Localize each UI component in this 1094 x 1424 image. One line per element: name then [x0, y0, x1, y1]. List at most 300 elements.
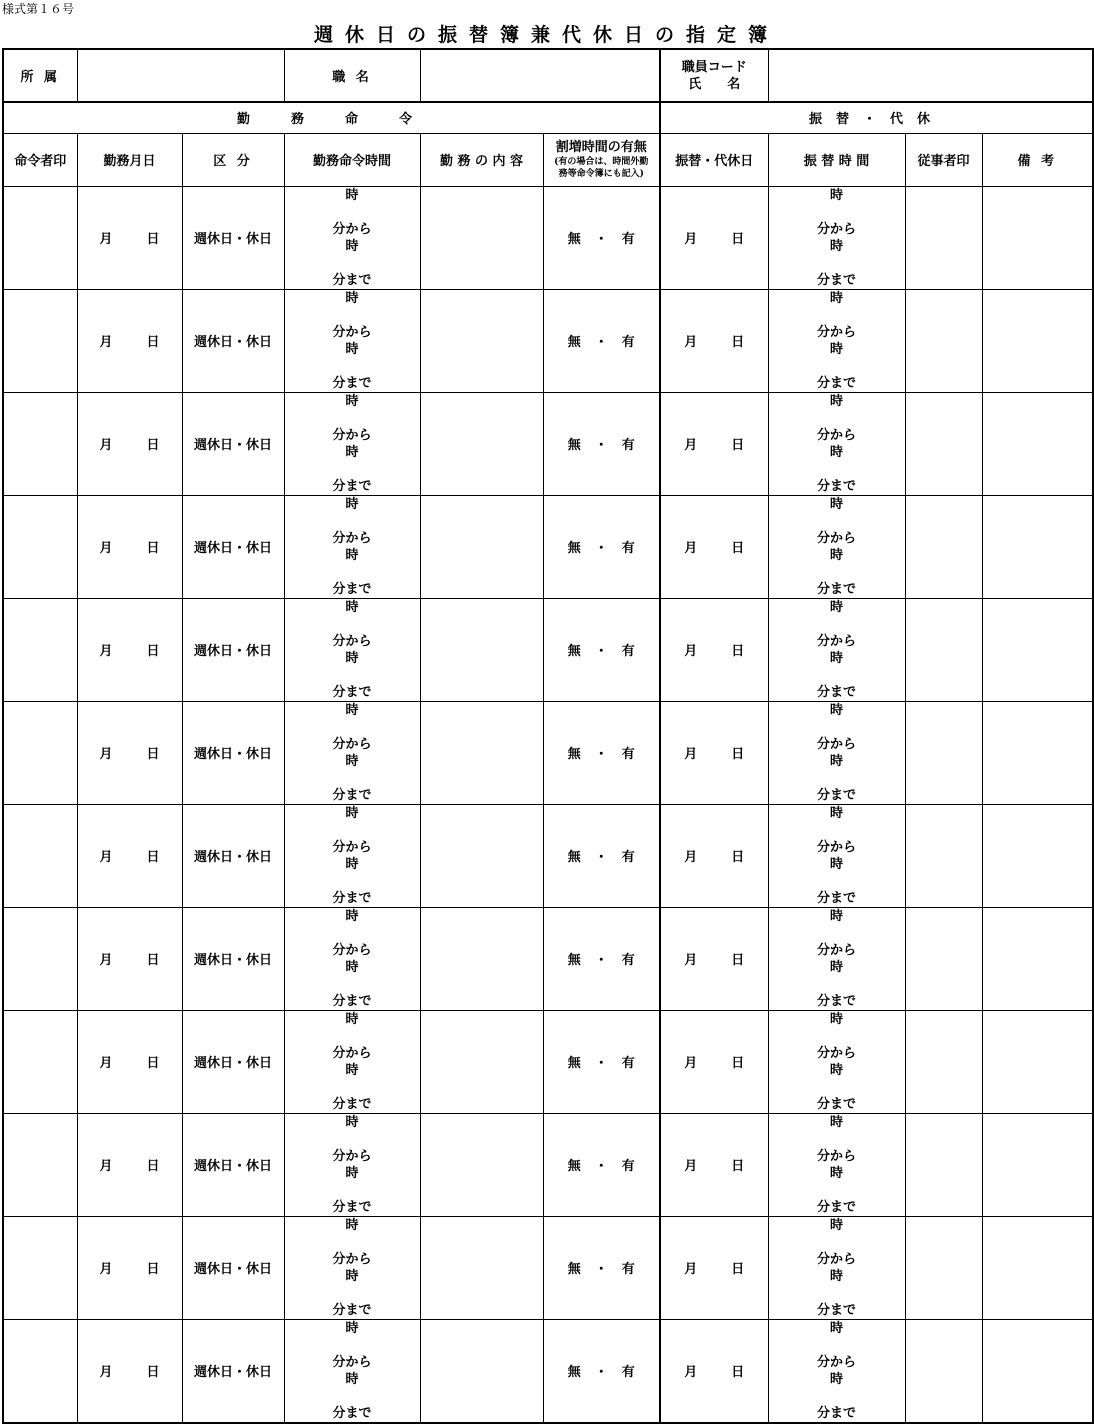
worker-seal-cell[interactable]: [905, 1113, 982, 1216]
until-label: 分まで: [332, 993, 372, 1009]
yes-option: 有: [621, 850, 635, 865]
hour-label: 時: [829, 1268, 843, 1284]
col-orderer-seal: 命令者印: [3, 133, 77, 186]
overtime-cell[interactable]: [543, 1216, 660, 1319]
none-option: 無: [567, 438, 581, 453]
overtime-cell[interactable]: [543, 804, 660, 907]
hour-label: 時: [345, 496, 359, 512]
hour-label: 時: [345, 290, 359, 306]
from-label: 分から: [816, 530, 856, 546]
table-row: [3, 907, 1093, 1010]
register-table: [2, 48, 1094, 1424]
work-date-cell[interactable]: [77, 1010, 182, 1113]
none-option: 無: [567, 335, 581, 350]
hour-label: 時: [829, 805, 843, 821]
transfer-time-cell[interactable]: [768, 392, 905, 495]
col-category: 区 分: [182, 133, 284, 186]
until-label: 分まで: [332, 1199, 372, 1215]
work-content-cell[interactable]: [420, 1216, 543, 1319]
col-work-date: 勤務月日: [77, 133, 182, 186]
until-label: 分まで: [332, 581, 372, 597]
work-content-cell[interactable]: [420, 701, 543, 804]
month-label: 月: [99, 232, 113, 247]
transfer-time-cell[interactable]: [768, 289, 905, 392]
month-label: 月: [99, 1262, 113, 1277]
month-label: 月: [99, 850, 113, 865]
yes-option: 有: [621, 1159, 635, 1174]
until-label: 分まで: [332, 1405, 372, 1421]
transfer-day-cell[interactable]: [660, 598, 768, 701]
until-label: 分まで: [816, 787, 856, 803]
hour-label: 時: [829, 959, 843, 975]
yes-option: 有: [621, 1056, 635, 1071]
separator-dot: ・: [594, 1159, 608, 1174]
hour-label: 時: [829, 238, 843, 254]
orderer-seal-cell[interactable]: [3, 804, 77, 907]
yes-option: 有: [621, 541, 635, 556]
from-label: 分から: [816, 221, 856, 237]
transfer-day-cell[interactable]: [660, 1010, 768, 1113]
order-time-cell[interactable]: [284, 495, 420, 598]
order-time-cell[interactable]: [284, 1113, 420, 1216]
transfer-time-cell[interactable]: [768, 598, 905, 701]
until-label: 分まで: [332, 684, 372, 700]
overtime-cell[interactable]: [543, 907, 660, 1010]
from-label: 分から: [332, 1354, 372, 1370]
hour-label: 時: [345, 599, 359, 615]
overtime-cell[interactable]: [543, 598, 660, 701]
transfer-day-cell[interactable]: [660, 907, 768, 1010]
category-cell: 週休日・休日: [182, 289, 284, 392]
yes-option: 有: [621, 232, 635, 247]
table-row: [3, 1010, 1093, 1113]
category-cell: 週休日・休日: [182, 1010, 284, 1113]
remarks-cell[interactable]: [982, 1010, 1093, 1113]
day-label: 日: [146, 438, 160, 453]
hour-label: 時: [345, 702, 359, 718]
transfer-day-cell[interactable]: [660, 495, 768, 598]
hour-label: 時: [829, 856, 843, 872]
transfer-time-cell[interactable]: [768, 701, 905, 804]
col-work-content: 勤 務 の 内 容: [420, 133, 543, 186]
separator-dot: ・: [594, 541, 608, 556]
transfer-time-cell[interactable]: [768, 804, 905, 907]
month-label: 月: [99, 335, 113, 350]
from-label: 分から: [816, 1354, 856, 1370]
category-cell: 週休日・休日: [182, 392, 284, 495]
hour-label: 時: [829, 1165, 843, 1181]
from-label: 分から: [816, 324, 856, 340]
overtime-cell[interactable]: [543, 289, 660, 392]
transfer-day-cell[interactable]: [660, 701, 768, 804]
work-content-cell[interactable]: [420, 186, 543, 289]
none-option: 無: [567, 850, 581, 865]
month-label: 月: [99, 953, 113, 968]
none-option: 無: [567, 644, 581, 659]
work-date-cell[interactable]: [77, 289, 182, 392]
day-label: 日: [146, 850, 160, 865]
transfer-day-cell[interactable]: [660, 186, 768, 289]
form-number: 様式第１６号: [2, 2, 75, 16]
separator-dot: ・: [594, 953, 608, 968]
work-content-cell[interactable]: [420, 495, 543, 598]
hour-label: 時: [345, 187, 359, 203]
transfer-time-cell[interactable]: [768, 1319, 905, 1423]
hour-label: 時: [829, 1062, 843, 1078]
job-title-label: 職 名: [284, 49, 420, 102]
until-label: 分まで: [816, 581, 856, 597]
from-label: 分から: [332, 736, 372, 752]
category-cell: 週休日・休日: [182, 1113, 284, 1216]
work-content-cell[interactable]: [420, 1319, 543, 1423]
overtime-cell[interactable]: [543, 495, 660, 598]
remarks-cell[interactable]: [982, 186, 1093, 289]
month-label: 月: [99, 1159, 113, 1174]
separator-dot: ・: [594, 1365, 608, 1380]
work-content-cell[interactable]: [420, 289, 543, 392]
day-label: 日: [731, 1365, 745, 1380]
col-overtime: [543, 133, 660, 186]
work-content-cell[interactable]: [420, 598, 543, 701]
from-label: 分から: [816, 427, 856, 443]
transfer-day-cell[interactable]: [660, 392, 768, 495]
day-label: 日: [146, 1159, 160, 1174]
until-label: 分まで: [816, 890, 856, 906]
until-label: 分まで: [816, 478, 856, 494]
worker-seal-cell[interactable]: [905, 289, 982, 392]
transfer-section: 振替・代休: [660, 102, 1093, 133]
hour-label: 時: [345, 856, 359, 872]
work-date-cell[interactable]: [77, 1319, 182, 1423]
from-label: 分から: [332, 427, 372, 443]
day-label: 日: [731, 335, 745, 350]
remarks-cell[interactable]: [982, 598, 1093, 701]
job-title-field[interactable]: [420, 49, 660, 102]
month-label: 月: [99, 541, 113, 556]
overtime-cell[interactable]: [543, 392, 660, 495]
work-content-cell[interactable]: [420, 804, 543, 907]
until-label: 分まで: [816, 1302, 856, 1318]
hour-label: 時: [829, 650, 843, 666]
from-label: 分から: [816, 942, 856, 958]
hour-label: 時: [345, 393, 359, 409]
month-label: 月: [684, 850, 698, 865]
work-date-cell[interactable]: [77, 392, 182, 495]
hour-label: 時: [345, 1320, 359, 1336]
work-date-cell[interactable]: [77, 186, 182, 289]
overtime-cell[interactable]: [543, 1319, 660, 1423]
overtime-cell[interactable]: [543, 186, 660, 289]
hour-label: 時: [345, 444, 359, 460]
separator-dot: ・: [594, 1262, 608, 1277]
from-label: 分から: [332, 530, 372, 546]
orderer-seal-cell[interactable]: [3, 392, 77, 495]
order-time-cell[interactable]: [284, 289, 420, 392]
none-option: 無: [567, 1262, 581, 1277]
hour-label: 時: [829, 1217, 843, 1233]
orderer-seal-cell[interactable]: [3, 1113, 77, 1216]
hour-label: 時: [829, 393, 843, 409]
work-content-cell[interactable]: [420, 1010, 543, 1113]
work-date-cell[interactable]: [77, 701, 182, 804]
from-label: 分から: [816, 1148, 856, 1164]
hour-label: 時: [829, 444, 843, 460]
from-label: 分から: [332, 942, 372, 958]
hour-label: 時: [829, 187, 843, 203]
worker-seal-cell[interactable]: [905, 186, 982, 289]
work-date-cell[interactable]: [77, 907, 182, 1010]
col-overtime-note-1: (有の場合は、時間外勤: [554, 156, 649, 167]
worker-seal-cell[interactable]: [905, 1010, 982, 1113]
work-date-cell[interactable]: [77, 804, 182, 907]
until-label: 分まで: [332, 1096, 372, 1112]
day-label: 日: [731, 232, 745, 247]
table-row: [3, 701, 1093, 804]
month-label: 月: [99, 1365, 113, 1380]
work-date-cell[interactable]: [77, 1216, 182, 1319]
worker-seal-cell[interactable]: [905, 1319, 982, 1423]
table-row: [3, 186, 1093, 289]
work-date-cell[interactable]: [77, 598, 182, 701]
from-label: 分から: [332, 324, 372, 340]
table-row: [3, 1113, 1093, 1216]
none-option: 無: [567, 541, 581, 556]
orderer-seal-cell[interactable]: [3, 907, 77, 1010]
day-label: 日: [146, 644, 160, 659]
work-content-cell[interactable]: [420, 907, 543, 1010]
day-label: 日: [731, 644, 745, 659]
day-label: 日: [731, 1056, 745, 1071]
until-label: 分まで: [332, 1302, 372, 1318]
order-time-cell[interactable]: [284, 701, 420, 804]
until-label: 分まで: [816, 1405, 856, 1421]
order-time-cell[interactable]: [284, 1319, 420, 1423]
from-label: 分から: [816, 1251, 856, 1267]
until-label: 分まで: [816, 272, 856, 288]
worker-seal-cell[interactable]: [905, 804, 982, 907]
month-label: 月: [99, 438, 113, 453]
table-row: [3, 289, 1093, 392]
orderer-seal-cell[interactable]: [3, 1216, 77, 1319]
worker-seal-cell[interactable]: [905, 1216, 982, 1319]
from-label: 分から: [332, 1148, 372, 1164]
month-label: 月: [684, 438, 698, 453]
month-label: 月: [684, 644, 698, 659]
transfer-time-cell[interactable]: [768, 1113, 905, 1216]
orderer-seal-cell[interactable]: [3, 701, 77, 804]
category-cell: 週休日・休日: [182, 1319, 284, 1423]
hour-label: 時: [829, 1114, 843, 1130]
hour-label: 時: [829, 496, 843, 512]
yes-option: 有: [621, 747, 635, 762]
orderer-seal-cell[interactable]: [3, 495, 77, 598]
work-content-cell[interactable]: [420, 392, 543, 495]
remarks-cell[interactable]: [982, 701, 1093, 804]
none-option: 無: [567, 232, 581, 247]
month-label: 月: [684, 1262, 698, 1277]
transfer-time-cell[interactable]: [768, 186, 905, 289]
hour-label: 時: [829, 547, 843, 563]
work-content-cell[interactable]: [420, 1113, 543, 1216]
orderer-seal-cell[interactable]: [3, 1319, 77, 1423]
hour-label: 時: [829, 599, 843, 615]
hour-label: 時: [345, 1217, 359, 1233]
day-label: 日: [731, 953, 745, 968]
staff-code-label: 職員コード: [681, 59, 747, 75]
staff-code-name-field[interactable]: [768, 49, 1093, 102]
day-label: 日: [146, 335, 160, 350]
day-label: 日: [146, 747, 160, 762]
hour-label: 時: [829, 1011, 843, 1027]
month-label: 月: [684, 232, 698, 247]
document-title: 週休日の振替簿兼代休日の指定簿: [313, 24, 779, 46]
orderer-seal-cell[interactable]: [3, 289, 77, 392]
worker-seal-cell[interactable]: [905, 495, 982, 598]
yes-option: 有: [621, 335, 635, 350]
month-label: 月: [99, 644, 113, 659]
transfer-time-cell[interactable]: [768, 495, 905, 598]
hour-label: 時: [345, 1114, 359, 1130]
remarks-cell[interactable]: [982, 804, 1093, 907]
hour-label: 時: [345, 805, 359, 821]
column-header-row: [3, 133, 1093, 186]
until-label: 分まで: [332, 890, 372, 906]
hour-label: 時: [829, 908, 843, 924]
hour-label: 時: [345, 1268, 359, 1284]
hour-label: 時: [345, 1062, 359, 1078]
orderer-seal-cell[interactable]: [3, 186, 77, 289]
remarks-cell[interactable]: [982, 1113, 1093, 1216]
from-label: 分から: [332, 633, 372, 649]
until-label: 分まで: [332, 787, 372, 803]
hour-label: 時: [829, 290, 843, 306]
category-cell: 週休日・休日: [182, 598, 284, 701]
overtime-cell[interactable]: [543, 1010, 660, 1113]
month-label: 月: [99, 1056, 113, 1071]
affiliation-field[interactable]: [77, 49, 284, 102]
day-label: 日: [146, 953, 160, 968]
remarks-cell[interactable]: [982, 495, 1093, 598]
transfer-day-cell[interactable]: [660, 1216, 768, 1319]
none-option: 無: [567, 747, 581, 762]
yes-option: 有: [621, 438, 635, 453]
yes-option: 有: [621, 953, 635, 968]
work-date-cell[interactable]: [77, 1113, 182, 1216]
transfer-day-cell[interactable]: [660, 289, 768, 392]
header-row: [3, 49, 1093, 102]
order-time-cell[interactable]: [284, 392, 420, 495]
table-row: [3, 1216, 1093, 1319]
work-date-cell[interactable]: [77, 495, 182, 598]
order-time-cell[interactable]: [284, 907, 420, 1010]
transfer-day-cell[interactable]: [660, 1319, 768, 1423]
until-label: 分まで: [816, 375, 856, 391]
month-label: 月: [684, 335, 698, 350]
table-row: [3, 804, 1093, 907]
order-time-cell[interactable]: [284, 1216, 420, 1319]
category-cell: 週休日・休日: [182, 495, 284, 598]
hour-label: 時: [345, 650, 359, 666]
worker-seal-cell[interactable]: [905, 392, 982, 495]
staff-code-name-label: [660, 49, 768, 102]
hour-label: 時: [345, 753, 359, 769]
category-cell: 週休日・休日: [182, 186, 284, 289]
day-label: 日: [146, 1365, 160, 1380]
worker-seal-cell[interactable]: [905, 598, 982, 701]
hour-label: 時: [829, 1371, 843, 1387]
affiliation-label: 所 属: [3, 49, 77, 102]
month-label: 月: [684, 1159, 698, 1174]
hour-label: 時: [345, 908, 359, 924]
yes-option: 有: [621, 644, 635, 659]
month-label: 月: [684, 953, 698, 968]
hour-label: 時: [345, 238, 359, 254]
hour-label: 時: [829, 1320, 843, 1336]
orderer-seal-cell[interactable]: [3, 598, 77, 701]
day-label: 日: [731, 850, 745, 865]
hour-label: 時: [829, 341, 843, 357]
overtime-cell[interactable]: [543, 1113, 660, 1216]
from-label: 分から: [816, 736, 856, 752]
day-label: 日: [731, 1262, 745, 1277]
none-option: 無: [567, 1159, 581, 1174]
separator-dot: ・: [594, 232, 608, 247]
section-row: [3, 102, 1093, 133]
hour-label: 時: [345, 959, 359, 975]
order-time-cell[interactable]: [284, 1010, 420, 1113]
col-remarks: 備 考: [982, 133, 1093, 186]
transfer-time-cell[interactable]: [768, 907, 905, 1010]
day-label: 日: [146, 541, 160, 556]
separator-dot: ・: [594, 747, 608, 762]
order-time-cell[interactable]: [284, 598, 420, 701]
until-label: 分まで: [816, 993, 856, 1009]
transfer-day-cell[interactable]: [660, 1113, 768, 1216]
col-transfer-time: 振 替 時 間: [768, 133, 905, 186]
none-option: 無: [567, 953, 581, 968]
order-time-cell[interactable]: [284, 804, 420, 907]
orderer-seal-cell[interactable]: [3, 1010, 77, 1113]
remarks-cell[interactable]: [982, 1319, 1093, 1423]
transfer-time-cell[interactable]: [768, 1216, 905, 1319]
until-label: 分まで: [816, 1096, 856, 1112]
remarks-cell[interactable]: [982, 907, 1093, 1010]
day-label: 日: [146, 1056, 160, 1071]
separator-dot: ・: [594, 335, 608, 350]
from-label: 分から: [816, 1045, 856, 1061]
order-time-cell[interactable]: [284, 186, 420, 289]
from-label: 分から: [332, 1251, 372, 1267]
category-cell: 週休日・休日: [182, 1216, 284, 1319]
until-label: 分まで: [332, 375, 372, 391]
overtime-cell[interactable]: [543, 701, 660, 804]
worker-seal-cell[interactable]: [905, 907, 982, 1010]
worker-seal-cell[interactable]: [905, 701, 982, 804]
name-label: 氏 名: [688, 76, 741, 92]
remarks-cell[interactable]: [982, 392, 1093, 495]
remarks-cell[interactable]: [982, 1216, 1093, 1319]
remarks-cell[interactable]: [982, 289, 1093, 392]
until-label: 分まで: [816, 1199, 856, 1215]
transfer-day-cell[interactable]: [660, 804, 768, 907]
category-cell: 週休日・休日: [182, 804, 284, 907]
hour-label: 時: [345, 1165, 359, 1181]
month-label: 月: [684, 541, 698, 556]
transfer-time-cell[interactable]: [768, 1010, 905, 1113]
col-transfer-day: 振替・代休日: [660, 133, 768, 186]
table-row: [3, 495, 1093, 598]
from-label: 分から: [332, 839, 372, 855]
